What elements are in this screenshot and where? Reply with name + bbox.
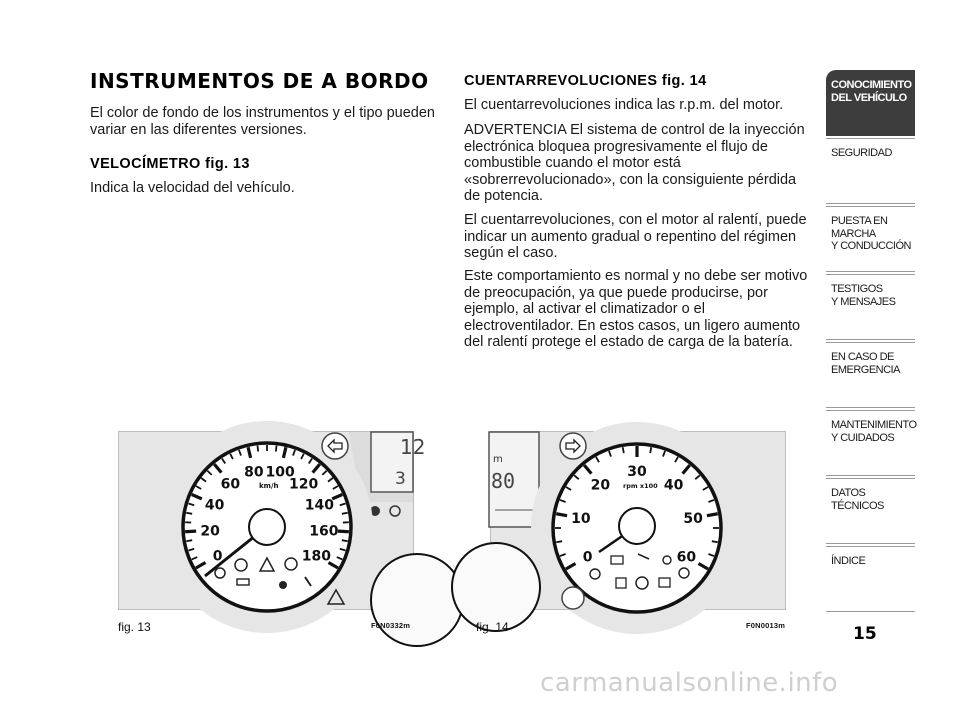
rpm-tick-label-60: 60 <box>676 549 697 566</box>
side-digit-bottom: 3 <box>395 469 406 489</box>
tab-mantenimiento[interactable]: MANTENIMIENTO Y CUIDADOS <box>826 410 915 476</box>
turn-left-indicator-icon <box>322 433 348 459</box>
figure-13-code: F0N0332m <box>371 621 411 630</box>
page-number: 15 <box>853 624 877 644</box>
tab-testigos[interactable]: TESTIGOS Y MENSAJES <box>826 274 915 340</box>
turn-right-indicator-icon <box>560 433 586 459</box>
figure-14-caption: fig. 14 <box>476 620 509 634</box>
page-title: INSTRUMENTOS DE A BORDO <box>90 69 429 93</box>
major-tick <box>185 531 196 532</box>
speed-tick-label-180: 180 <box>301 548 331 565</box>
airbag-icon <box>279 581 287 589</box>
intro-paragraph: El color de fondo de los instrumentos y el tipo pueden variar en las diferentes versiones. <box>90 105 435 138</box>
seat-heat-icon <box>562 587 584 609</box>
needle-hub <box>619 508 655 544</box>
minor-tick <box>650 447 651 453</box>
speed-tick-label-60: 60 <box>220 476 241 493</box>
tachometer-heading: CUENTARREVOLUCIONES fig. 14 <box>464 73 707 89</box>
figure-13-speedometer <box>118 431 426 610</box>
speed-tick-label-160: 160 <box>309 523 339 540</box>
rpm-tick-label-40: 40 <box>663 477 684 494</box>
speed-tick-label-40: 40 <box>204 497 225 514</box>
minor-tick <box>257 446 258 452</box>
rpm-tick-label-20: 20 <box>590 477 611 494</box>
watermark: carmanualsonline.info <box>540 668 839 698</box>
speedometer-text: Indica la velocidad del vehículo. <box>90 180 295 196</box>
rpm-tick-label-0: 0 <box>582 549 593 566</box>
minor-tick <box>342 513 348 514</box>
major-tick <box>556 514 567 516</box>
minor-tick <box>623 447 624 453</box>
speedometer-heading: VELOCÍMETRO fig. 13 <box>90 156 250 172</box>
minor-tick <box>276 446 277 452</box>
needle-hub <box>249 509 285 545</box>
tab-emergencia[interactable]: EN CASO DE EMERGENCIA <box>826 342 915 408</box>
fog-light-icon <box>390 506 400 516</box>
figure-14-code: F0N0013m <box>746 621 786 630</box>
speed-tick-label-0: 0 <box>212 548 223 565</box>
minor-tick <box>186 540 192 541</box>
tachometer-p4: Este comportamiento es normal y no debe ser motivo de preocupación, ya que puede producirse, por ejemplo, al activar el climatizador o el electroventilador. En estos casos, un ligero aumento del ralentí protege el estado de carga de la batería. <box>464 268 808 350</box>
tab-indice[interactable]: ÍNDICE <box>826 546 915 612</box>
rpm-tick-label-30: 30 <box>627 464 647 480</box>
minor-tick <box>712 541 718 542</box>
speed-tick-label-140: 140 <box>304 497 334 514</box>
display-digits: 80 <box>491 469 516 493</box>
minor-tick <box>556 541 562 542</box>
rpm-unit-label: rpm x100 <box>623 482 658 490</box>
display-letter: m <box>493 454 503 465</box>
major-tick <box>707 514 718 516</box>
tachometer-p1: El cuentarrevoluciones indica las r.p.m. del motor. <box>464 97 784 113</box>
figure-13-caption: fig. 13 <box>118 620 151 634</box>
tachometer-warning: ADVERTENCIA El sistema de control de la inyección electrónica bloquea progresivamente el flujo de combustible cuando el motor está «sobrerrevolucionado», con la consiguiente pérdida de potencia. <box>464 122 805 204</box>
major-tick <box>338 531 349 532</box>
rpm-tick-label-50: 50 <box>683 511 703 528</box>
figure-14-tachometer <box>490 431 786 610</box>
tab-seguridad[interactable]: SEGURIDAD <box>826 138 915 204</box>
tab-conocimiento[interactable]: CONOCIMIENTO DEL VEHÍCULO <box>826 70 915 136</box>
speed-tick-label-120: 120 <box>289 476 319 493</box>
speed-tick-label-80: 80 <box>244 464 264 481</box>
side-digit-top: 12 <box>400 435 426 459</box>
chapter-sidebar <box>826 70 915 614</box>
minor-tick <box>342 540 348 541</box>
speed-tick-label-100: 100 <box>265 464 295 481</box>
rpm-tick-label-10: 10 <box>571 511 591 528</box>
speed-unit-label: km/h <box>259 482 279 490</box>
tachometer-p3: El cuentarrevoluciones, con el motor al ralentí, puede indicar un aumento gradual o repentino del régimen según el caso. <box>464 212 807 261</box>
minor-tick <box>186 513 192 514</box>
speed-tick-label-20: 20 <box>200 523 220 540</box>
tab-datos-tecnicos[interactable]: DATOS TÉCNICOS <box>826 478 915 544</box>
tab-puesta-en-marcha[interactable]: PUESTA EN MARCHA Y CONDUCCIÓN <box>826 206 915 272</box>
